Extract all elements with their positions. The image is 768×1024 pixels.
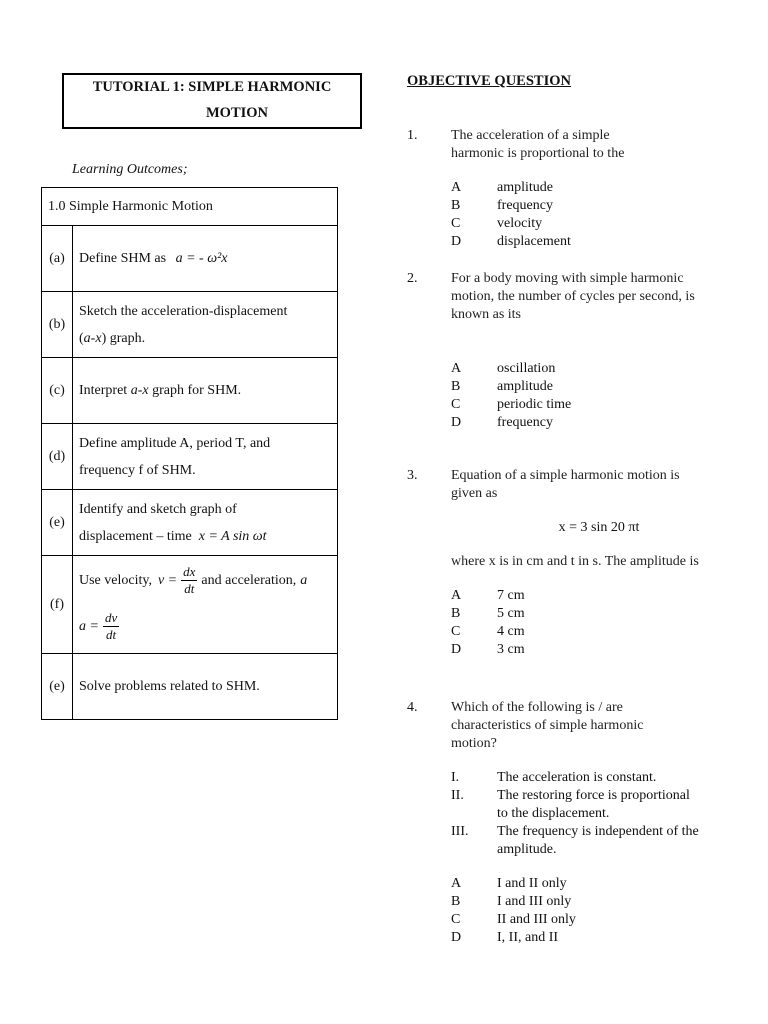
question-text-continued: where x is in cm and t in s. The amplitude is bbox=[451, 554, 699, 569]
option: D frequency bbox=[451, 415, 553, 430]
option: B I and III only bbox=[451, 894, 572, 909]
row-content: Define amplitude A, period T, and frequency f of SHM. bbox=[73, 424, 338, 490]
title-line-2: MOTION bbox=[205, 105, 269, 121]
statement: I. The acceleration is constant. bbox=[451, 770, 657, 785]
options-list bbox=[451, 179, 707, 251]
question-text: The acceleration of a simple harmonic is proportional to the bbox=[451, 128, 625, 161]
statement: II. The restoring force is proportional to the displacement. bbox=[451, 788, 690, 821]
question-text: Equation of a simple harmonic motion is given as bbox=[451, 468, 680, 501]
option: D displacement bbox=[451, 234, 571, 249]
row-content: Solve problems related to SHM. bbox=[73, 654, 338, 720]
row-label: (a) bbox=[42, 226, 73, 292]
table-row bbox=[42, 292, 338, 358]
option: A 7 cm bbox=[451, 588, 525, 603]
option: C 4 cm bbox=[451, 624, 525, 639]
question-4 bbox=[407, 699, 707, 947]
row-label: (e) bbox=[42, 490, 73, 556]
option: B frequency bbox=[451, 198, 553, 213]
table-row bbox=[42, 654, 338, 720]
option: A I and II only bbox=[451, 876, 567, 891]
question-3 bbox=[407, 467, 707, 659]
row-label: (c) bbox=[42, 358, 73, 424]
table-row bbox=[42, 358, 338, 424]
option: D 3 cm bbox=[451, 642, 525, 657]
option: D I, II, and II bbox=[451, 930, 559, 945]
statement: III. The frequency is independent of the amplitude. bbox=[451, 824, 699, 857]
option: C II and III only bbox=[451, 912, 576, 927]
table-row bbox=[42, 226, 338, 292]
statements-list bbox=[451, 769, 707, 859]
equation: x = 3 sin 20 πt bbox=[558, 520, 640, 535]
row-content: Interpret a-x graph for SHM. bbox=[73, 358, 338, 424]
row-label: (f) bbox=[42, 556, 73, 654]
question-number: 3. bbox=[407, 468, 418, 483]
shm-formula: a = - ω²x bbox=[175, 250, 228, 266]
velocity-fraction: $\frac{dx}{dt}$ bbox=[183, 564, 196, 596]
tutorial-title-box bbox=[62, 73, 362, 129]
option: C velocity bbox=[451, 216, 543, 231]
option: B 5 cm bbox=[451, 606, 525, 621]
learning-outcomes-heading: Learning Outcomes; bbox=[72, 162, 188, 177]
objective-question-heading: OBJECTIVE QUESTION bbox=[407, 73, 571, 89]
row-label: (d) bbox=[42, 424, 73, 490]
title-line-1: TUTORIAL 1: SIMPLE HARMONIC bbox=[92, 79, 332, 95]
question-1 bbox=[407, 127, 707, 251]
row-content: Define SHM as a = - ω²x bbox=[73, 226, 338, 292]
row-content: Use velocity, v = $\frac{dx}{dt}$ and acceleration, a a = $\frac{dv}{dt}$ bbox=[73, 556, 338, 654]
row-label: (e) bbox=[42, 654, 73, 720]
table-header: 1.0 Simple Harmonic Motion bbox=[42, 188, 338, 226]
question-text: For a body moving with simple harmonic motion, the number of cycles per second, is known as its bbox=[451, 271, 695, 322]
table-row bbox=[42, 490, 338, 556]
row-content: Sketch the acceleration-displacement (a-x) graph. bbox=[73, 292, 338, 358]
question-number: 4. bbox=[407, 700, 418, 715]
option: B amplitude bbox=[451, 379, 553, 394]
options-list bbox=[451, 875, 707, 947]
table-row bbox=[42, 424, 338, 490]
question-number: 1. bbox=[407, 128, 418, 143]
learning-outcomes-table bbox=[41, 187, 338, 720]
question-2 bbox=[407, 270, 707, 432]
option: C periodic time bbox=[451, 397, 572, 412]
row-content: Identify and sketch graph of displacement – time x = A sin ωt bbox=[73, 490, 338, 556]
options-list bbox=[451, 587, 707, 659]
option: A oscillation bbox=[451, 361, 556, 376]
row-label: (b) bbox=[42, 292, 73, 358]
acceleration-fraction: $\frac{dv}{dt}$ bbox=[104, 610, 118, 642]
options-list bbox=[451, 360, 707, 432]
displacement-formula: x = A sin ωt bbox=[198, 528, 267, 544]
option: A amplitude bbox=[451, 180, 553, 195]
question-number: 2. bbox=[407, 271, 418, 286]
question-text: Which of the following is / are characteristics of simple harmonic motion? bbox=[451, 700, 644, 751]
table-row bbox=[42, 556, 338, 654]
